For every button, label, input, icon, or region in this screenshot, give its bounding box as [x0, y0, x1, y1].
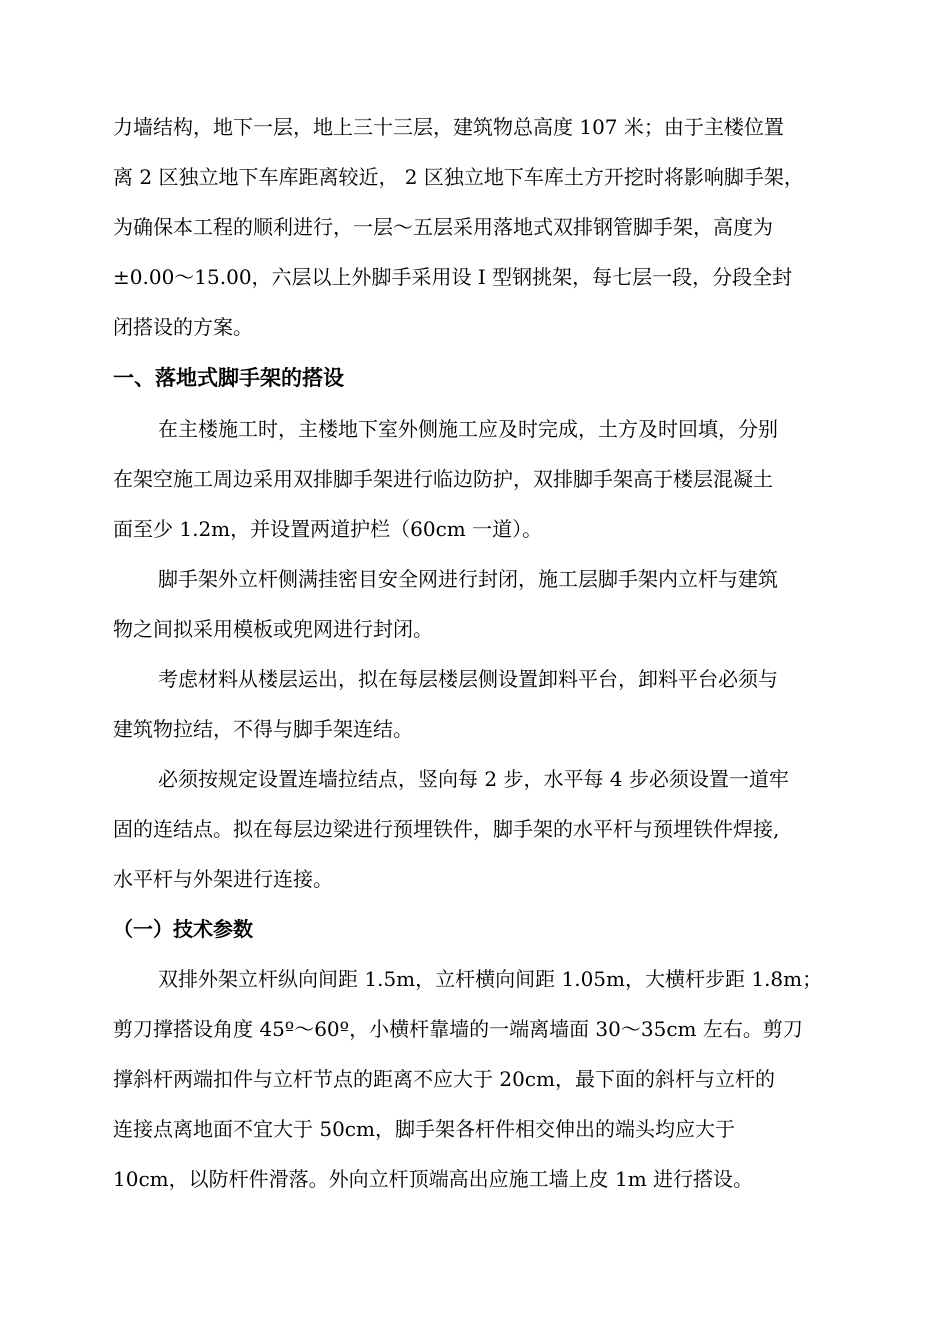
section-heading: 一、落地式脚手架的搭设	[113, 366, 344, 390]
intro-line-1: 力墙结构，地下一层，地上三十三层，建筑物总高度 107 米；由于主楼位置	[113, 115, 784, 139]
intro-line-5: 闭搭设的方案。	[113, 315, 253, 339]
para2-line-2: 物之间拟采用模板或兜网进行封闭。	[113, 617, 433, 641]
para4-line-1: 必须按规定设置连墙拉结点，竖向每 2 步，水平每 4 步必须设置一道牢	[158, 767, 789, 791]
para5-line-3: 撑斜杆两端扣件与立杆节点的距离不应大于 20cm，最下面的斜杆与立杆的	[113, 1067, 775, 1091]
para5-line-1: 双排外架立杆纵向间距 1.5m，立杆横向间距 1.05m，大横杆步距 1.8m；	[158, 967, 823, 991]
para5-line-5: 10cm，以防杆件滑落。外向立杆顶端高出应施工墙上皮 1m 进行搭设。	[113, 1167, 754, 1191]
para5-line-2: 剪刀撑搭设角度 45º～60º，小横杆靠墙的一端离墙面 30～35cm 左右。剪刀	[113, 1017, 803, 1041]
intro-line-3: 为确保本工程的顺利进行，一层～五层采用落地式双排钢管脚手架，高度为	[113, 215, 773, 239]
para1-line-2: 在架空施工周边采用双排脚手架进行临边防护，双排脚手架高于楼层混凝土	[113, 467, 773, 491]
para5-line-4: 连接点离地面不宜大于 50cm，脚手架各杆件相交伸出的端头均应大于	[113, 1117, 735, 1141]
intro-line-4: ±0.00～15.00，六层以上外脚手采用设 I 型钢挑架，每七层一段，分段全封	[113, 265, 793, 289]
para4-line-2: 固的连结点。拟在每层边梁进行预埋铁件，脚手架的水平杆与预埋铁件焊接,	[113, 817, 780, 841]
para4-line-3: 水平杆与外架进行连接。	[113, 867, 333, 891]
para2-line-1: 脚手架外立杆侧满挂密目安全网进行封闭，施工层脚手架内立杆与建筑	[158, 567, 778, 591]
para3-line-2: 建筑物拉结，不得与脚手架连结。	[113, 717, 413, 741]
subsection-heading: （一）技术参数	[113, 917, 253, 941]
para3-line-1: 考虑材料从楼层运出，拟在每层楼层侧设置卸料平台，卸料平台必须与	[158, 667, 778, 691]
intro-line-2: 离 2 区独立地下车库距离较近， 2 区独立地下车库土方开挖时将影响脚手架，	[113, 165, 804, 189]
para1-line-1: 在主楼施工时，主楼地下室外侧施工应及时完成，土方及时回填，分别	[158, 417, 778, 441]
para1-line-3: 面至少 1.2m，并设置两道护栏（60cm 一道）。	[113, 517, 543, 541]
